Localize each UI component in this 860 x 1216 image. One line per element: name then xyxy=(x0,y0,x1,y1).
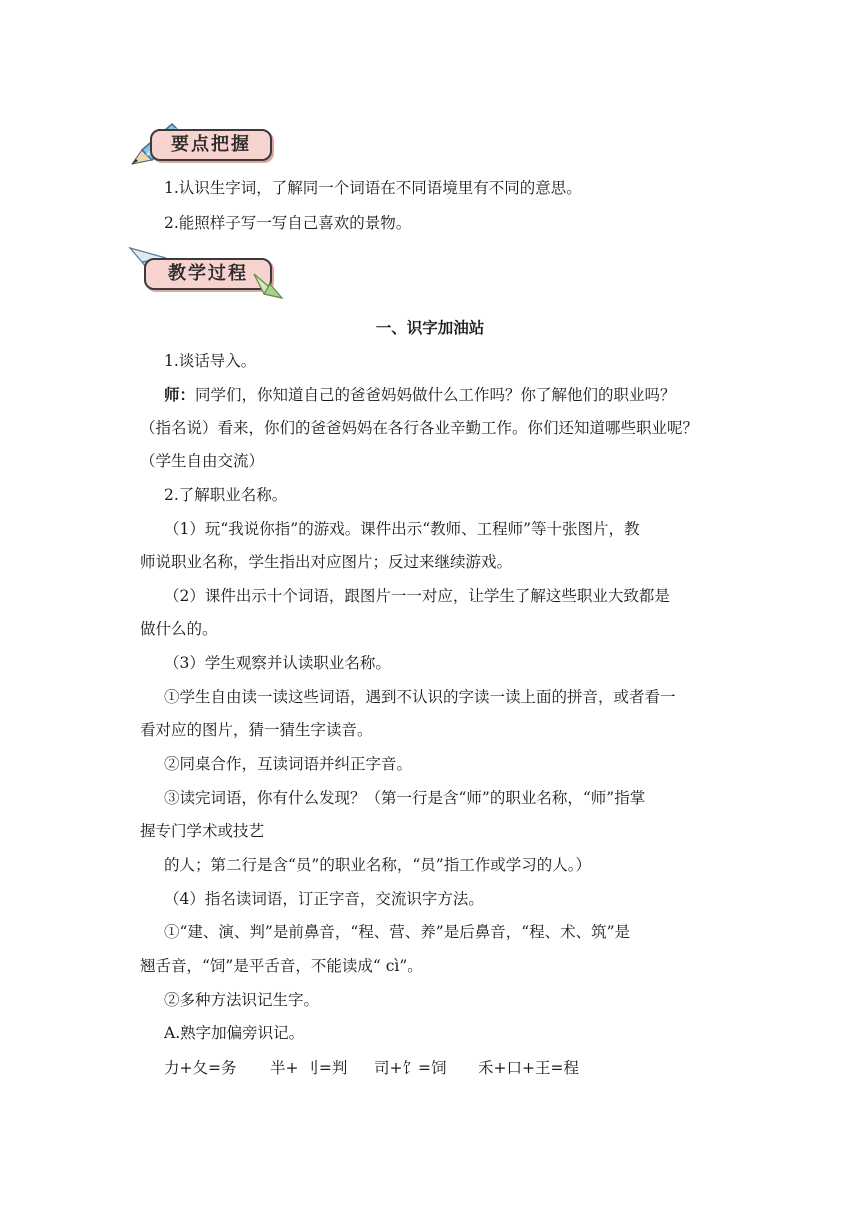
formula-item: 司+饣=饲 xyxy=(374,1059,447,1077)
body-line: ①“建、演、判”是前鼻音，“程、营、养”是后鼻音，“程、术、筑”是 xyxy=(164,923,631,941)
body-line: （指名说）看来，你们的爸爸妈妈在各行各业辛勤工作。你们还知道哪些职业呢？ xyxy=(140,419,699,437)
body-line: 1.谈话导入。 xyxy=(164,352,257,370)
body-line: ②多种方法识记生字。 xyxy=(164,991,320,1009)
body-line: （1）玩“我说你指”的游戏。课件出示“教师、工程师”等十张图片，教 xyxy=(164,520,640,538)
formula-item: 力+夂=务 xyxy=(164,1059,237,1077)
body-line: 看对应的图片，猜一猜生字读音。 xyxy=(140,721,373,739)
body-line: 2.了解职业名称。 xyxy=(164,486,288,504)
key-points-label: 要点把握 xyxy=(150,129,272,161)
body-line: A.熟字加偏旁识记。 xyxy=(164,1024,305,1042)
body-line: 做什么的。 xyxy=(140,620,218,638)
body-line: ①学生自由读一读这些词语，遇到不认识的字读一读上面的拼音，或者看一 xyxy=(164,688,676,706)
body-line: 的人；第二行是含“员”的职业名称，“员”指工作或学习的人。） xyxy=(164,856,591,874)
paper-plane-small-icon xyxy=(252,272,286,302)
teaching-process-label: 教学过程 xyxy=(144,258,272,290)
body-line: （学生自由交流） xyxy=(140,452,265,470)
teaching-process-banner xyxy=(128,244,288,304)
body-line: （3）学生观察并认读职业名称。 xyxy=(164,654,391,672)
goal-2: 2.能照样子写一写自己喜欢的景物。 xyxy=(164,214,412,232)
teacher-lead: 师： xyxy=(164,386,196,404)
teacher-speech: 同学们，你知道自己的爸爸妈妈做什么工作吗？你了解他们的职业吗？ xyxy=(195,386,676,404)
body-line xyxy=(164,384,676,406)
body-line: 翘舌音，“饲”是平舌音，不能读成“ cì”。 xyxy=(140,957,423,975)
body-line: 师说职业名称，学生指出对应图片；反过来继续游戏。 xyxy=(140,553,513,571)
body-line: （4）指名读词语，订正字音，交流识字方法。 xyxy=(164,890,484,908)
body-line: （2）课件出示十个词语，跟图片一一对应，让学生了解这些职业大致都是 xyxy=(164,587,670,605)
goal-1: 1.认识生字词，了解同一个词语在不同语境里有不同的意思。 xyxy=(164,179,582,197)
body-line: ③读完词语，你有什么发现？（第一行是含“师”的职业名称，“师”指掌 xyxy=(164,789,646,807)
key-points-banner xyxy=(128,120,288,170)
body-line: 握专门学术或技艺 xyxy=(140,822,265,840)
body-line: ②同桌合作，互读词语并纠正字音。 xyxy=(164,755,413,773)
formula-item: 禾+口+王=程 xyxy=(478,1059,579,1077)
formula-item: 半+ 刂=判 xyxy=(270,1059,348,1077)
section-title: 一、识字加油站 xyxy=(375,319,485,337)
